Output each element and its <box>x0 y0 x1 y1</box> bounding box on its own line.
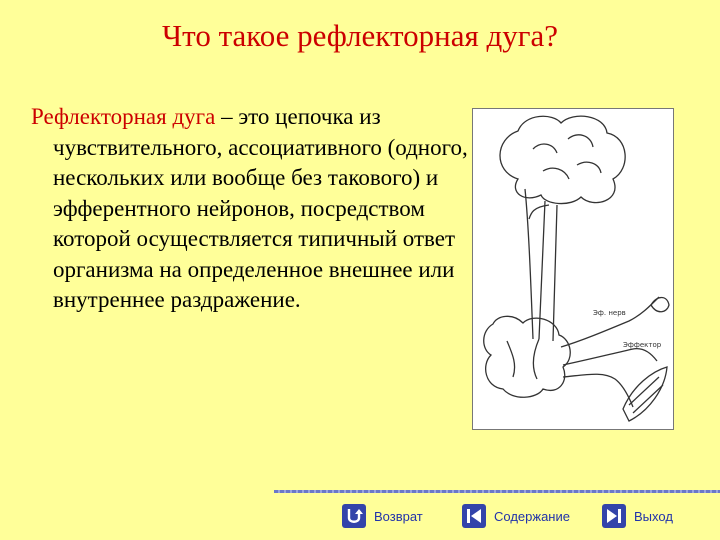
footer-divider <box>274 490 720 493</box>
exit-label: Выход <box>634 508 673 524</box>
figure-label-effector: Эффектор <box>623 341 662 349</box>
definition-term: Рефлекторная дуга <box>31 104 216 129</box>
back-label: Возврат <box>374 508 423 524</box>
first-page-icon <box>462 504 486 528</box>
last-page-icon <box>602 504 626 528</box>
contents-button[interactable] <box>462 501 570 531</box>
definition-text <box>31 102 471 316</box>
exit-button[interactable] <box>602 501 673 531</box>
definition-body: – это цепочка из чувствительного, ассоциативного (одного, нескольких или вообще без такового) и эфферентного нейронов, посредством которой осуществляется типичный ответ организма на определенное внешнее или внутреннее раздражение. <box>53 104 468 312</box>
reflex-arc-illustration <box>472 108 674 430</box>
reflex-arc-drawing <box>473 109 673 429</box>
contents-label: Содержание <box>494 508 570 524</box>
figure-label-efferent: Эф. нерв <box>593 309 626 317</box>
back-button[interactable] <box>342 501 423 531</box>
return-icon <box>342 504 366 528</box>
slide-title: Что такое рефлекторная дуга? <box>162 18 558 53</box>
